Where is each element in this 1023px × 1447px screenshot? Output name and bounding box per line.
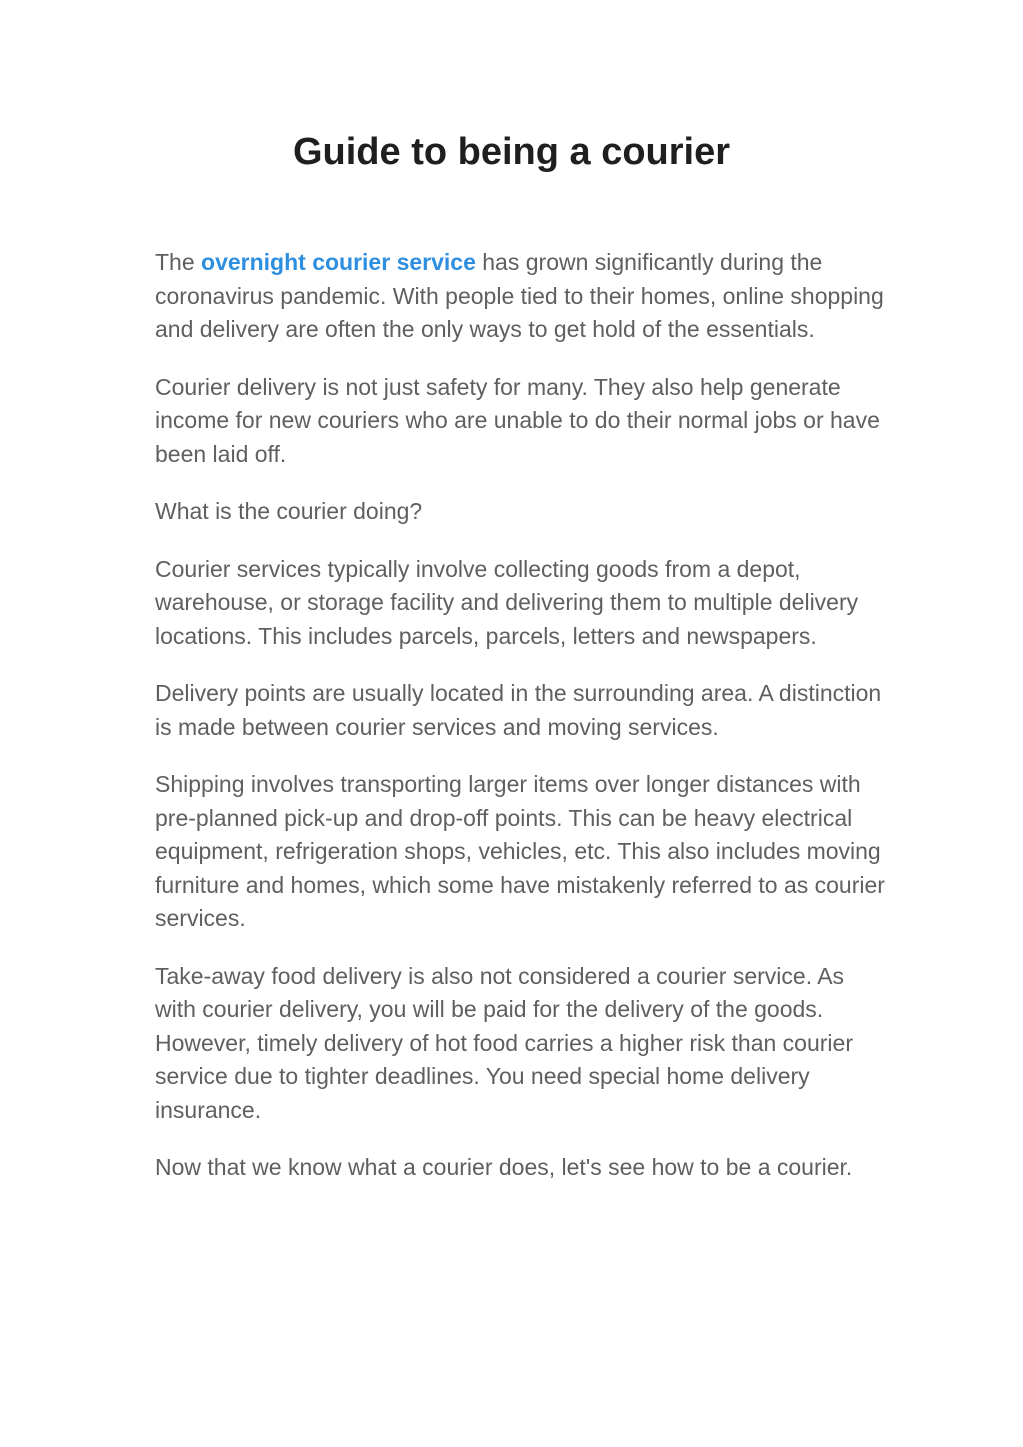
paragraph-intro bbox=[155, 246, 885, 347]
paragraph-conclusion: Now that we know what a courier does, let's see how to be a courier. bbox=[155, 1154, 853, 1180]
overnight-courier-service-link[interactable]: overnight courier service bbox=[201, 249, 476, 275]
paragraph-delivery-points: Delivery points are usually located in the surrounding area. A distinction is made between courier services and moving services. bbox=[155, 680, 882, 740]
intro-rest-text: has grown significantly during the coronavirus pandemic. With people tied to their homes, online shopping and delivery are often the only ways to get hold of the essentials. bbox=[155, 249, 884, 342]
page-title: Guide to being a courier bbox=[292, 131, 731, 173]
paragraph-question: What is the courier doing? bbox=[155, 498, 423, 524]
paragraph-services: Courier services typically involve collecting goods from a depot, warehouse, or storage facility and delivering them to multiple delivery locations. This includes parcels, parcels, letters and newspapers. bbox=[155, 555, 859, 649]
paragraph-shipping: Shipping involves transporting larger items over longer distances with pre-planned pick-up and drop-off points. This can be heavy electrical equipment, refrigeration shops, vehicles, etc. This also includes moving furniture and homes, which some have mistakenly referred to as courier services. bbox=[155, 771, 885, 931]
paragraph-food-delivery: Take-away food delivery is also not considered a courier service. As with courier delivery, you will be paid for the delivery of the goods. However, timely delivery of hot food carries a higher risk than courier service due to tighter deadlines. You need special home delivery insurance. bbox=[155, 962, 853, 1123]
paragraph-income: Courier delivery is not just safety for many. They also help generate income for new couriers who are unable to do their normal jobs or have been laid off. bbox=[155, 373, 880, 467]
document-body bbox=[155, 246, 885, 1209]
intro-lead-text: The bbox=[155, 249, 202, 275]
